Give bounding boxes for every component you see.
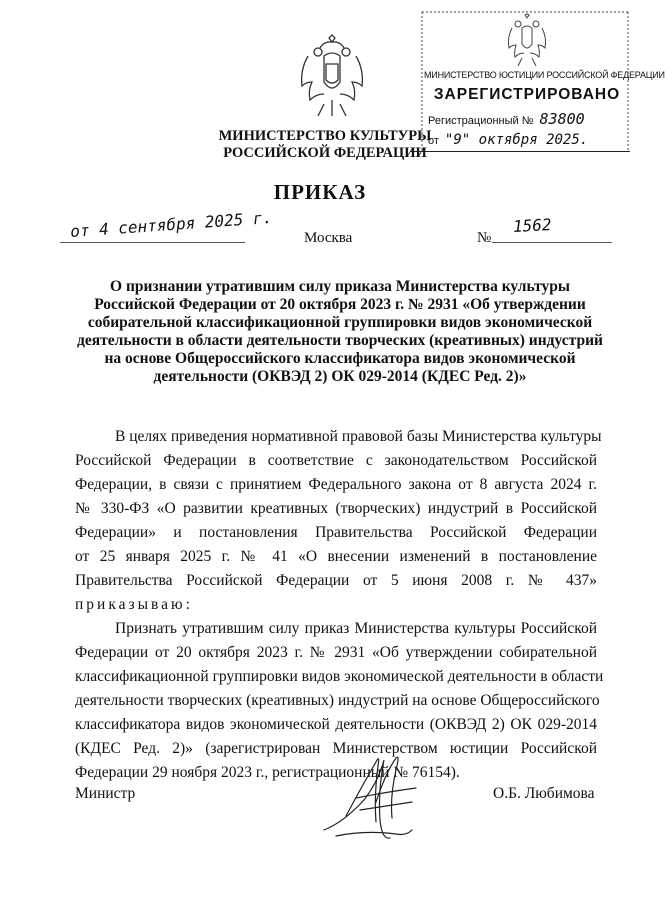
subject-line: О признании утратившим силу приказа Министерства культуры [110,278,570,295]
handwritten-signature [316,752,436,852]
date-underline [60,242,245,243]
document-number-handwritten: 1562 [512,215,553,236]
signatory-title: Министр [75,785,136,802]
body-line: от 25 января 2025 г. № 41 «О внесении изменений в постановление [75,548,597,565]
document-title: ПРИКАЗ [273,180,367,204]
body-line: классификатора видов экономической деятельности (ОКВЭД 2) ОК 029-2014 [75,716,597,733]
body-line: Федерации от 20 октября 2023 г. № 2931 «Об утверждении собирательной [75,644,597,661]
stamp-title: ЗАРЕГИСТРИРОВАНО [433,86,621,103]
document-city: Москва [304,230,353,246]
body-line: № 330-ФЗ «О развитии креативных (творческих) индустрий в Российской [75,500,597,517]
number-label: № [477,230,492,246]
body-line: деятельности творческих (креативных) индустрий на основе Общероссийского [75,692,600,709]
subject-line: деятельности в области деятельности творческих (креативных) индустрий [77,332,603,349]
stamp-registration-date [428,132,588,148]
body-line: Правительства Российской Федерации от 5 июня 2008 г. № 437» [75,572,597,589]
body-line: (КДЕС Ред. 2)» (зарегистрирован Министерством юстиции Российской [75,740,597,757]
signatory-name: О.Б. Любимова [493,785,595,802]
body-line-order-word: приказываю: [75,596,193,613]
stamp-registration-number [428,110,585,128]
body-line: В целях приведения нормативной правовой базы Министерства культуры [115,428,602,445]
order-subject [70,278,610,386]
stamp-reg-label: Регистрационный № [428,115,534,127]
ministry-line-2: РОССИЙСКОЙ ФЕДЕРАЦИИ [223,145,427,161]
ministry-name [210,128,440,162]
coat-of-arms-emblem [294,34,370,122]
stamp-date-label: от [428,135,439,147]
stamp-reg-value: 83800 [539,110,585,128]
subject-line: Российской Федерации от 20 октября 2023 г. № 2931 «Об утверждении [94,296,586,313]
body-line: Федерации, в связи с принятием Федерального закона от 8 августа 2024 г. [75,476,597,493]
subject-line: на основе Общероссийского классификатора видов экономической [104,350,576,367]
number-underline [492,242,612,243]
body-line: Федерации 29 ноября 2023 г., регистрационный № 76154). [75,764,460,781]
ministry-line-1: МИНИСТЕРСТВО КУЛЬТУРЫ [218,128,432,144]
body-line: Федерации» и постановления Правительства Российской Федерации [75,524,597,541]
body-line: Российской Федерации в соответствие с законодательством Российской [75,452,597,469]
body-line: Признать утратившим силу приказ Министерства культуры Российской [115,620,597,637]
subject-line: деятельности (ОКВЭД 2) ОК 029-2014 (КДЕС Ред. 2)» [153,368,527,385]
body-line: классификационной группировки видов экономической деятельности в области [75,668,604,685]
stamp-emblem-icon [504,14,550,68]
stamp-organization: МИНИСТЕРСТВО ЮСТИЦИИ РОССИЙСКОЙ ФЕДЕРАЦИИ [424,70,665,80]
stamp-date-value: "9" октября 2025. [444,132,589,148]
subject-line: собирательной классификационной группировки видов экономической [87,314,593,331]
document-date-handwritten: от 4 сентября 2025 г. [69,207,273,242]
